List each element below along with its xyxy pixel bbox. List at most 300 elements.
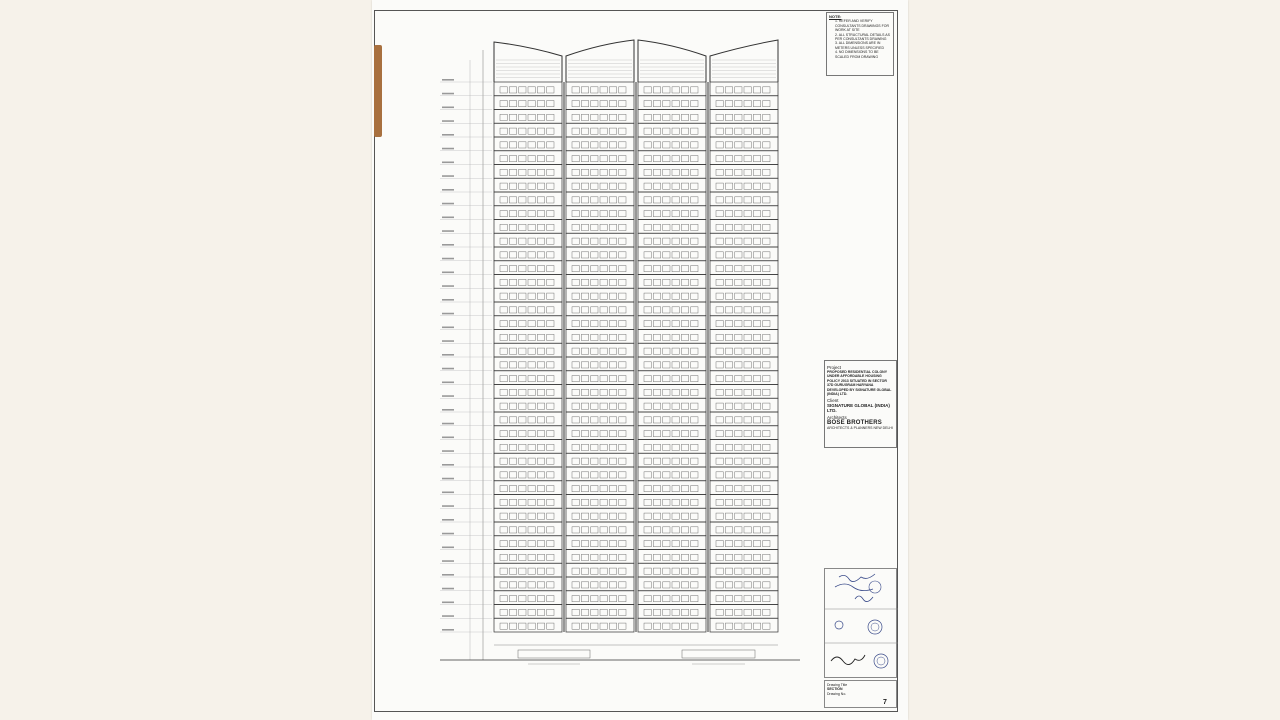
unit-window [609, 417, 616, 423]
unit-window [763, 554, 770, 560]
unit-window [725, 211, 732, 217]
unit-window [509, 307, 516, 313]
unit-window [547, 348, 554, 354]
unit-window [681, 348, 688, 354]
unit-window [763, 527, 770, 533]
unit-window [644, 362, 651, 368]
unit-window [547, 142, 554, 148]
unit-window [753, 458, 760, 464]
level-label [442, 162, 454, 164]
unit-window [763, 472, 770, 478]
drawing-number-label: Drawing No. [827, 691, 847, 696]
level-label [442, 574, 454, 576]
unit-window [653, 348, 660, 354]
level-label [442, 519, 454, 521]
unit-window [716, 444, 723, 450]
unit-window [500, 252, 507, 258]
unit-window [619, 513, 626, 519]
unit-window [619, 472, 626, 478]
unit-window [725, 128, 732, 134]
unit-window [725, 87, 732, 93]
unit-window [572, 623, 579, 629]
unit-window [644, 417, 651, 423]
unit-window [591, 211, 598, 217]
unit-window [653, 541, 660, 547]
unit-window [519, 156, 526, 162]
unit-window [528, 211, 535, 217]
unit-window [735, 114, 742, 120]
unit-window [716, 101, 723, 107]
unit-window [716, 417, 723, 423]
unit-window [725, 403, 732, 409]
unit-window [581, 142, 588, 148]
unit-window [547, 499, 554, 505]
unit-window [672, 321, 679, 327]
unit-window [572, 568, 579, 574]
unit-window [591, 266, 598, 272]
unit-window [691, 101, 698, 107]
unit-window [600, 431, 607, 437]
unit-window [735, 156, 742, 162]
unit-window [763, 499, 770, 505]
unit-window [644, 403, 651, 409]
unit-window [537, 334, 544, 340]
unit-window [537, 266, 544, 272]
unit-window [591, 87, 598, 93]
unit-window [663, 307, 670, 313]
unit-window [547, 224, 554, 230]
unit-window [644, 156, 651, 162]
unit-window [591, 169, 598, 175]
unit-window [691, 582, 698, 588]
unit-window [509, 568, 516, 574]
unit-window [744, 279, 751, 285]
unit-window [663, 376, 670, 382]
unit-window [744, 252, 751, 258]
unit-window [572, 183, 579, 189]
unit-window [744, 568, 751, 574]
unit-window [763, 362, 770, 368]
unit-window [653, 417, 660, 423]
unit-window [519, 376, 526, 382]
unit-window [519, 417, 526, 423]
unit-window [519, 568, 526, 574]
unit-window [691, 252, 698, 258]
unit-window [744, 527, 751, 533]
unit-window [681, 486, 688, 492]
unit-window [600, 486, 607, 492]
unit-window [691, 197, 698, 203]
unit-window [609, 238, 616, 244]
unit-window [744, 348, 751, 354]
unit-window [572, 444, 579, 450]
unit-window [500, 307, 507, 313]
unit-window [537, 389, 544, 395]
unit-window [691, 183, 698, 189]
unit-window [609, 499, 616, 505]
unit-window [653, 527, 660, 533]
unit-window [509, 142, 516, 148]
unit-window [735, 252, 742, 258]
unit-window [644, 444, 651, 450]
unit-window [672, 472, 679, 478]
unit-window [509, 513, 516, 519]
unit-window [619, 183, 626, 189]
unit-window [609, 431, 616, 437]
unit-window [581, 431, 588, 437]
unit-window [753, 128, 760, 134]
unit-window [500, 458, 507, 464]
unit-window [509, 169, 516, 175]
unit-window [735, 417, 742, 423]
unit-window [691, 499, 698, 505]
unit-window [547, 431, 554, 437]
unit-window [691, 266, 698, 272]
unit-window [681, 321, 688, 327]
level-label [442, 258, 454, 260]
unit-window [753, 279, 760, 285]
unit-window [681, 472, 688, 478]
unit-window [547, 128, 554, 134]
unit-window [619, 266, 626, 272]
unit-window [716, 321, 723, 327]
level-label [442, 588, 454, 590]
unit-window [572, 389, 579, 395]
unit-window [537, 596, 544, 602]
unit-window [528, 238, 535, 244]
unit-window [619, 197, 626, 203]
unit-window [609, 513, 616, 519]
unit-window [591, 582, 598, 588]
unit-window [619, 568, 626, 574]
unit-window [753, 156, 760, 162]
unit-window [644, 101, 651, 107]
architect-address: ARCHITECTS & PLANNERS NEW DELHI [827, 426, 893, 431]
unit-window [619, 376, 626, 382]
level-label [442, 244, 454, 246]
unit-window [609, 554, 616, 560]
unit-window [500, 486, 507, 492]
unit-window [672, 87, 679, 93]
level-label [442, 313, 454, 315]
unit-window [509, 266, 516, 272]
unit-window [725, 266, 732, 272]
unit-window [681, 211, 688, 217]
unit-window [572, 238, 579, 244]
unit-window [716, 169, 723, 175]
unit-window [725, 444, 732, 450]
unit-window [500, 527, 507, 533]
unit-window [744, 334, 751, 340]
unit-window [672, 609, 679, 615]
unit-window [763, 266, 770, 272]
unit-window [763, 197, 770, 203]
unit-window [581, 293, 588, 299]
unit-window [500, 224, 507, 230]
unit-window [653, 87, 660, 93]
unit-window [716, 156, 723, 162]
unit-window [537, 114, 544, 120]
unit-window [519, 554, 526, 560]
unit-window [547, 321, 554, 327]
unit-window [663, 527, 670, 533]
unit-window [644, 211, 651, 217]
unit-window [691, 458, 698, 464]
unit-window [681, 568, 688, 574]
unit-window [716, 609, 723, 615]
unit-window [691, 114, 698, 120]
unit-window [609, 334, 616, 340]
unit-window [591, 183, 598, 189]
unit-window [763, 376, 770, 382]
unit-window [572, 458, 579, 464]
unit-window [572, 541, 579, 547]
unit-window [509, 541, 516, 547]
unit-window [672, 156, 679, 162]
unit-window [509, 417, 516, 423]
unit-window [744, 376, 751, 382]
unit-window [744, 403, 751, 409]
unit-window [716, 279, 723, 285]
unit-window [681, 307, 688, 313]
unit-window [619, 252, 626, 258]
level-label [442, 492, 454, 494]
unit-window [609, 362, 616, 368]
unit-window [653, 211, 660, 217]
level-label [442, 409, 454, 411]
unit-window [716, 554, 723, 560]
unit-window [509, 211, 516, 217]
unit-window [528, 307, 535, 313]
unit-window [672, 417, 679, 423]
unit-window [619, 444, 626, 450]
level-label [442, 423, 454, 425]
unit-window [581, 266, 588, 272]
unit-window [528, 513, 535, 519]
unit-window [653, 334, 660, 340]
unit-window [619, 389, 626, 395]
unit-window [619, 403, 626, 409]
unit-window [763, 431, 770, 437]
unit-window [619, 307, 626, 313]
unit-window [753, 568, 760, 574]
unit-window [528, 403, 535, 409]
unit-window [509, 431, 516, 437]
unit-window [644, 252, 651, 258]
unit-window [691, 293, 698, 299]
unit-window [681, 197, 688, 203]
unit-window [619, 142, 626, 148]
unit-window [600, 293, 607, 299]
unit-window [653, 114, 660, 120]
unit-window [691, 321, 698, 327]
unit-window [725, 541, 732, 547]
unit-window [572, 307, 579, 313]
unit-window [591, 389, 598, 395]
unit-window [653, 238, 660, 244]
unit-window [663, 114, 670, 120]
unit-window [572, 554, 579, 560]
unit-window [581, 554, 588, 560]
unit-window [537, 376, 544, 382]
unit-window [619, 499, 626, 505]
unit-window [691, 87, 698, 93]
unit-window [581, 307, 588, 313]
level-label [442, 203, 454, 205]
unit-window [691, 403, 698, 409]
unit-window [528, 486, 535, 492]
unit-window [572, 156, 579, 162]
unit-window [672, 238, 679, 244]
unit-window [519, 293, 526, 299]
unit-window [609, 609, 616, 615]
unit-window [572, 197, 579, 203]
unit-window [509, 527, 516, 533]
unit-window [547, 458, 554, 464]
unit-window [519, 252, 526, 258]
unit-window [716, 486, 723, 492]
unit-window [500, 376, 507, 382]
unit-window [753, 582, 760, 588]
unit-window [528, 293, 535, 299]
level-label [442, 107, 454, 109]
unit-window [600, 87, 607, 93]
unit-window [716, 252, 723, 258]
unit-window [581, 527, 588, 533]
unit-window [725, 238, 732, 244]
unit-window [537, 444, 544, 450]
unit-window [572, 582, 579, 588]
unit-window [735, 238, 742, 244]
unit-window [619, 623, 626, 629]
unit-window [528, 596, 535, 602]
unit-window [547, 238, 554, 244]
unit-window [581, 609, 588, 615]
unit-window [547, 623, 554, 629]
unit-window [547, 293, 554, 299]
level-label [442, 560, 454, 562]
unit-window [763, 101, 770, 107]
unit-window [600, 472, 607, 478]
unit-window [681, 114, 688, 120]
unit-window [691, 568, 698, 574]
level-label [442, 615, 454, 617]
unit-window [519, 128, 526, 134]
unit-window [547, 183, 554, 189]
unit-window [537, 307, 544, 313]
unit-window [572, 417, 579, 423]
unit-window [519, 596, 526, 602]
unit-window [691, 623, 698, 629]
unit-window [572, 527, 579, 533]
unit-window [572, 348, 579, 354]
unit-window [644, 334, 651, 340]
unit-window [681, 334, 688, 340]
unit-window [663, 431, 670, 437]
unit-window [537, 486, 544, 492]
unit-window [619, 554, 626, 560]
unit-window [609, 472, 616, 478]
unit-window [663, 541, 670, 547]
unit-window [753, 307, 760, 313]
unit-window [500, 444, 507, 450]
unit-window [600, 554, 607, 560]
level-label [442, 395, 454, 397]
unit-window [609, 582, 616, 588]
unit-window [663, 169, 670, 175]
unit-window [744, 513, 751, 519]
unit-window [672, 114, 679, 120]
unit-window [600, 513, 607, 519]
unit-window [528, 431, 535, 437]
unit-window [581, 486, 588, 492]
unit-window [572, 499, 579, 505]
unit-window [653, 307, 660, 313]
unit-window [672, 486, 679, 492]
unit-window [572, 321, 579, 327]
unit-window [763, 224, 770, 230]
unit-window [725, 321, 732, 327]
unit-window [753, 114, 760, 120]
level-label [442, 217, 454, 219]
unit-window [619, 431, 626, 437]
unit-window [653, 156, 660, 162]
unit-window [519, 444, 526, 450]
drawing-title: SECTION [827, 687, 843, 692]
unit-window [572, 279, 579, 285]
unit-window [581, 87, 588, 93]
unit-window [663, 252, 670, 258]
unit-window [600, 609, 607, 615]
unit-window [619, 596, 626, 602]
title-block [824, 360, 897, 448]
unit-window [663, 389, 670, 395]
unit-window [609, 403, 616, 409]
unit-window [591, 623, 598, 629]
unit-window [672, 169, 679, 175]
unit-window [744, 499, 751, 505]
unit-window [591, 197, 598, 203]
unit-window [572, 101, 579, 107]
unit-window [644, 128, 651, 134]
unit-window [753, 362, 760, 368]
unit-window [725, 307, 732, 313]
unit-window [716, 431, 723, 437]
unit-window [691, 307, 698, 313]
project-label: Project [827, 365, 842, 370]
unit-window [725, 499, 732, 505]
unit-window [591, 348, 598, 354]
unit-window [600, 114, 607, 120]
unit-window [744, 362, 751, 368]
unit-window [547, 582, 554, 588]
unit-window [500, 334, 507, 340]
unit-window [716, 499, 723, 505]
unit-window [681, 156, 688, 162]
unit-window [591, 279, 598, 285]
unit-window [716, 596, 723, 602]
unit-window [753, 101, 760, 107]
unit-window [509, 321, 516, 327]
unit-window [547, 513, 554, 519]
unit-window [509, 224, 516, 230]
unit-window [744, 156, 751, 162]
unit-window [672, 293, 679, 299]
unit-window [528, 279, 535, 285]
unit-window [509, 279, 516, 285]
note-item: 2. ALL STRUCTURAL DETAILS AS PER CONSULTANTS DRAWING [835, 32, 890, 42]
unit-window [581, 238, 588, 244]
